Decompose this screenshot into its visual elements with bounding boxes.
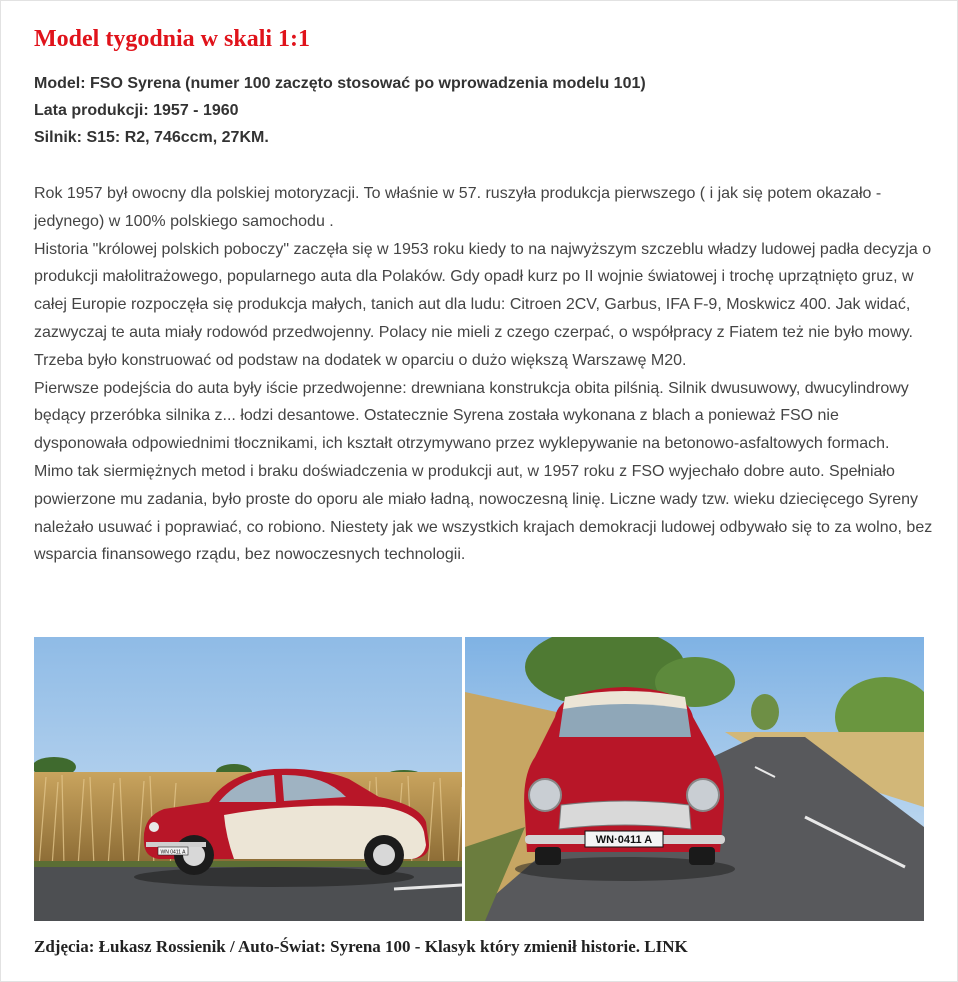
spec-model: Model: FSO Syrena (numer 100 zaczęto stosować po wprowadzenia modelu 101) bbox=[34, 75, 646, 92]
photo-front-view[interactable] bbox=[465, 637, 924, 921]
photo-gallery bbox=[34, 637, 924, 921]
left-license-plate: WN 0411 A bbox=[160, 849, 186, 856]
photo-credit-text: Zdjęcia: Łukasz Rossienik / Auto-Świat: Syrena 100 - Klasyk który zmienił historie. bbox=[34, 937, 645, 956]
article-paragraph: Rok 1957 był owocny dla polskiej motoryzacji. To właśnie w 57. ruszyła produkcja pierwszego ( i jak się potem okazało - jedynego) w 100% polskiego samochodu . bbox=[34, 185, 882, 230]
right-license-plate: WN·0411 A bbox=[595, 834, 653, 846]
source-link[interactable]: LINK bbox=[644, 937, 688, 956]
photo-side-view[interactable] bbox=[34, 637, 462, 921]
article-paragraph: Mimo tak siermiężnych metod i braku doświadczenia w produkcji aut, w 1957 roku z FSO wyjechało dobre auto. Spełniało powierzone mu zadania, było proste do oporu ale miało ładną, nowoczesną linię. Liczne wady tzw. wieku dziecięcego Syreny należało usuwać i poprawiać, co robiono. Niestety jak we wszystkich krajach demokracji ludowej odbywało się to za wolno, bez wsparcia finansowego rządu, bez nowoczesnych technologii. bbox=[34, 462, 933, 564]
page-title: Model tygodnia w skali 1:1 bbox=[34, 26, 311, 52]
article-body bbox=[34, 180, 934, 569]
article-paragraph: Pierwsze podejścia do auta były iście przedwojenne: drewniana konstrukcja obita pilśnią. Silnik dwusuwowy, dwucylindrowy będący przeróbka silnika z... łodzi desantowe. Ostatecznie Syrena została wykonana z blach a ponieważ FSO nie dysponowała odpowiednimi tłocznikami, ich kształt otrzymywano przez wyklepywanie na betonowo-asfaltowych formach. bbox=[34, 379, 909, 453]
article-paragraph: Historia "królowej polskich poboczy" zaczęła się w 1953 roku kiedy to na najwyższym szczeblu władzy ludowej padła decyzja o produkcji małolitrażowego, popularnego auta dla Polaków. Gdy opadł kurz po II wojnie światowej i trochę uprzątnięto gruz, w całej Europie rozpoczęła się produkcja małych, tanich aut dla ludu: Citroen 2CV, Garbus, IFA F-9, Moskwicz 400. Jak widać, zazwyczaj te auta miały rodowód przedwojenny. Polacy nie mieli z czego czerpać, o współpracy z Fiatem też nie było mowy. Trzeba było konstruować od podstaw na dodatek w oparciu o dużo większą Warszawę M20. bbox=[34, 240, 932, 369]
spec-engine: Silnik: S15: R2, 746ccm, 27KM. bbox=[34, 129, 269, 146]
car-specs bbox=[34, 70, 934, 151]
spec-years: Lata produkcji: 1957 - 1960 bbox=[34, 102, 239, 119]
photo-credit bbox=[34, 937, 688, 957]
